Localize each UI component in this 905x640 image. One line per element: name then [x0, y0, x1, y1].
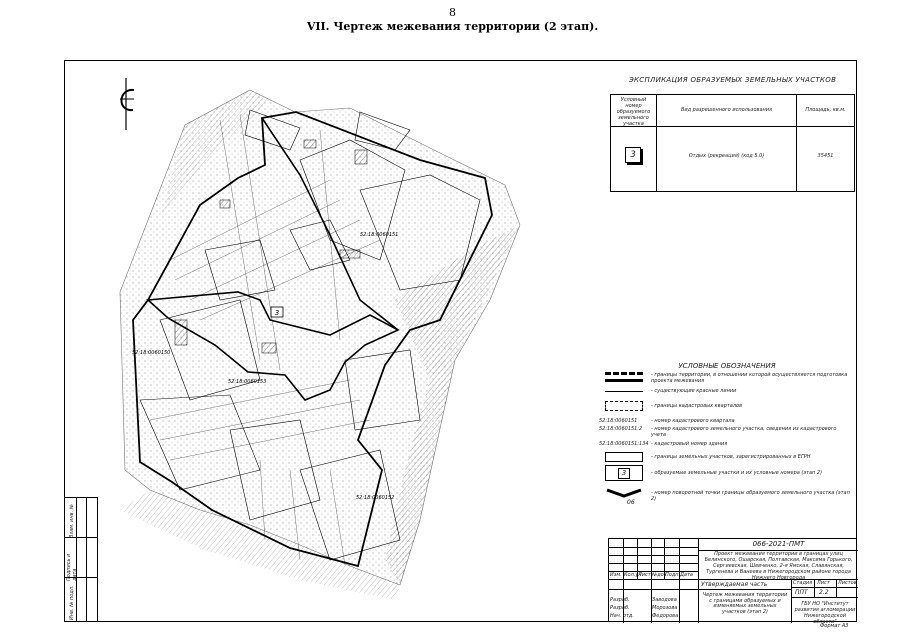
- table-header: Вид разрешенного использования: [657, 95, 797, 127]
- territory-boundary-symbol: [605, 372, 643, 382]
- paper-format: Формат А3: [820, 623, 849, 629]
- legend: УСЛОВНЫЕ ОБОЗНАЧЕНИЯ - границы территории, в отношении которой осуществляется подготовка проекта межевания - существующие красные линии - границы кадастровых кварталов 52:18:0060151 - номер кадастрового квартала 52:18:0060151:2 - номер кадастрового земельного участка, сведения из кадастрового учета 52:18:0060151:134 - кадастровый номер здания - границы земельных участков, зарегистрированных в ЕГРН 3 - образуемые земельные участки и их условные номера (этап 2) 06 - номер поворотной точки границы образуемого земельного участка (этап 2): [597, 355, 857, 515]
- side-label: Подпись и дата: [66, 553, 78, 581]
- stage-value: ППТ: [795, 589, 808, 596]
- organization: ГБУ НО "Институт развития агломерации Нижегородской области": [794, 601, 856, 625]
- table-header: Условный номер образуемого земельного участка: [611, 95, 657, 127]
- project-code: 066-2021-ПМТ: [699, 539, 858, 551]
- stage-name: Утверждаемая часть: [701, 581, 768, 588]
- explication-table: [610, 94, 855, 192]
- side-label: Инв. № подл.: [69, 585, 75, 620]
- egrn-parcel-symbol: [605, 452, 643, 462]
- table-cell: 35451: [817, 153, 834, 159]
- side-stamp: [64, 497, 98, 622]
- drawing-name: Чертеж межевания территории с границами образуемых и изменяемых земельных участков (этап 2): [702, 592, 788, 615]
- parcel-number-sample: 52:18:0060151:2: [599, 426, 643, 432]
- quarter-label: 52:18:0060151: [360, 232, 399, 238]
- building-number-sample: 52:18:0060151:134: [599, 441, 649, 447]
- red-line-symbol: [605, 391, 643, 392]
- legend-title: УСЛОВНЫЕ ОБОЗНАЧЕНИЯ: [678, 362, 776, 370]
- parcel-number-badge: 3: [625, 147, 641, 163]
- table-cell: Отдых (рекреация) (код 5.0): [657, 127, 797, 191]
- quarter-label: 52:18:0060153: [228, 379, 267, 385]
- quarter-label: 52:18:0060152: [356, 495, 395, 501]
- sheet-value: 2.2: [819, 589, 829, 596]
- page-title: VII. Чертеж межевания территории (2 этап).: [306, 20, 599, 33]
- turning-point-sample: 06: [627, 499, 635, 506]
- title-block: Изм. Кол.уч Лист №док Подп. Дата Разраб. Разраб. Нач. отд. Заводова Морозова Федорова 066-2021-ПМТ Проект межевания территории в границах улиц Белинского, Ошарская, Полтавская, Максима Горького, Сергиевская, Шевченко, 2-я Ямская, Славянская, Тургенева и Ванеева в Нижегородском районе города Нижнего Новгорода Утверждаемая часть Стадия Лист Листов ППТ 2.2 Чертеж межевания территории с границами образуемых и изменяемых земельных участков (этап 2) ГБУ НО "Институт развития агломерации Нижегородской области": [610, 540, 857, 625]
- side-label: Взам. инв. №: [69, 504, 75, 538]
- explication-title: ЭКСПЛИКАЦИЯ ОБРАЗУЕМЫХ ЗЕМЕЛЬНЫХ УЧАСТКОВ: [628, 76, 837, 84]
- formed-parcel-symbol: 3: [605, 465, 643, 481]
- project-name: Проект межевания территории в границах улиц Белинского, Ошарская, Полтавская, Максима Горького, Сергиевская, Шевченко, 2-я Ямская, Славянская, Тургенева и Ванеева в Нижегородском районе города Нижнего Новгорода: [704, 551, 853, 579]
- quarter-boundary-symbol: [605, 401, 643, 411]
- explication-block: [610, 72, 855, 192]
- quarter-label: 52:18:0060150: [132, 350, 171, 356]
- page-number: 8: [449, 6, 456, 19]
- north-arrow-icon: [120, 78, 134, 130]
- quarter-number-sample: 52:18:0060151: [599, 418, 638, 424]
- parcel-3-label: 3: [274, 309, 280, 317]
- table-cell: [611, 127, 657, 191]
- table-header: Площадь, кв.м.: [797, 95, 854, 127]
